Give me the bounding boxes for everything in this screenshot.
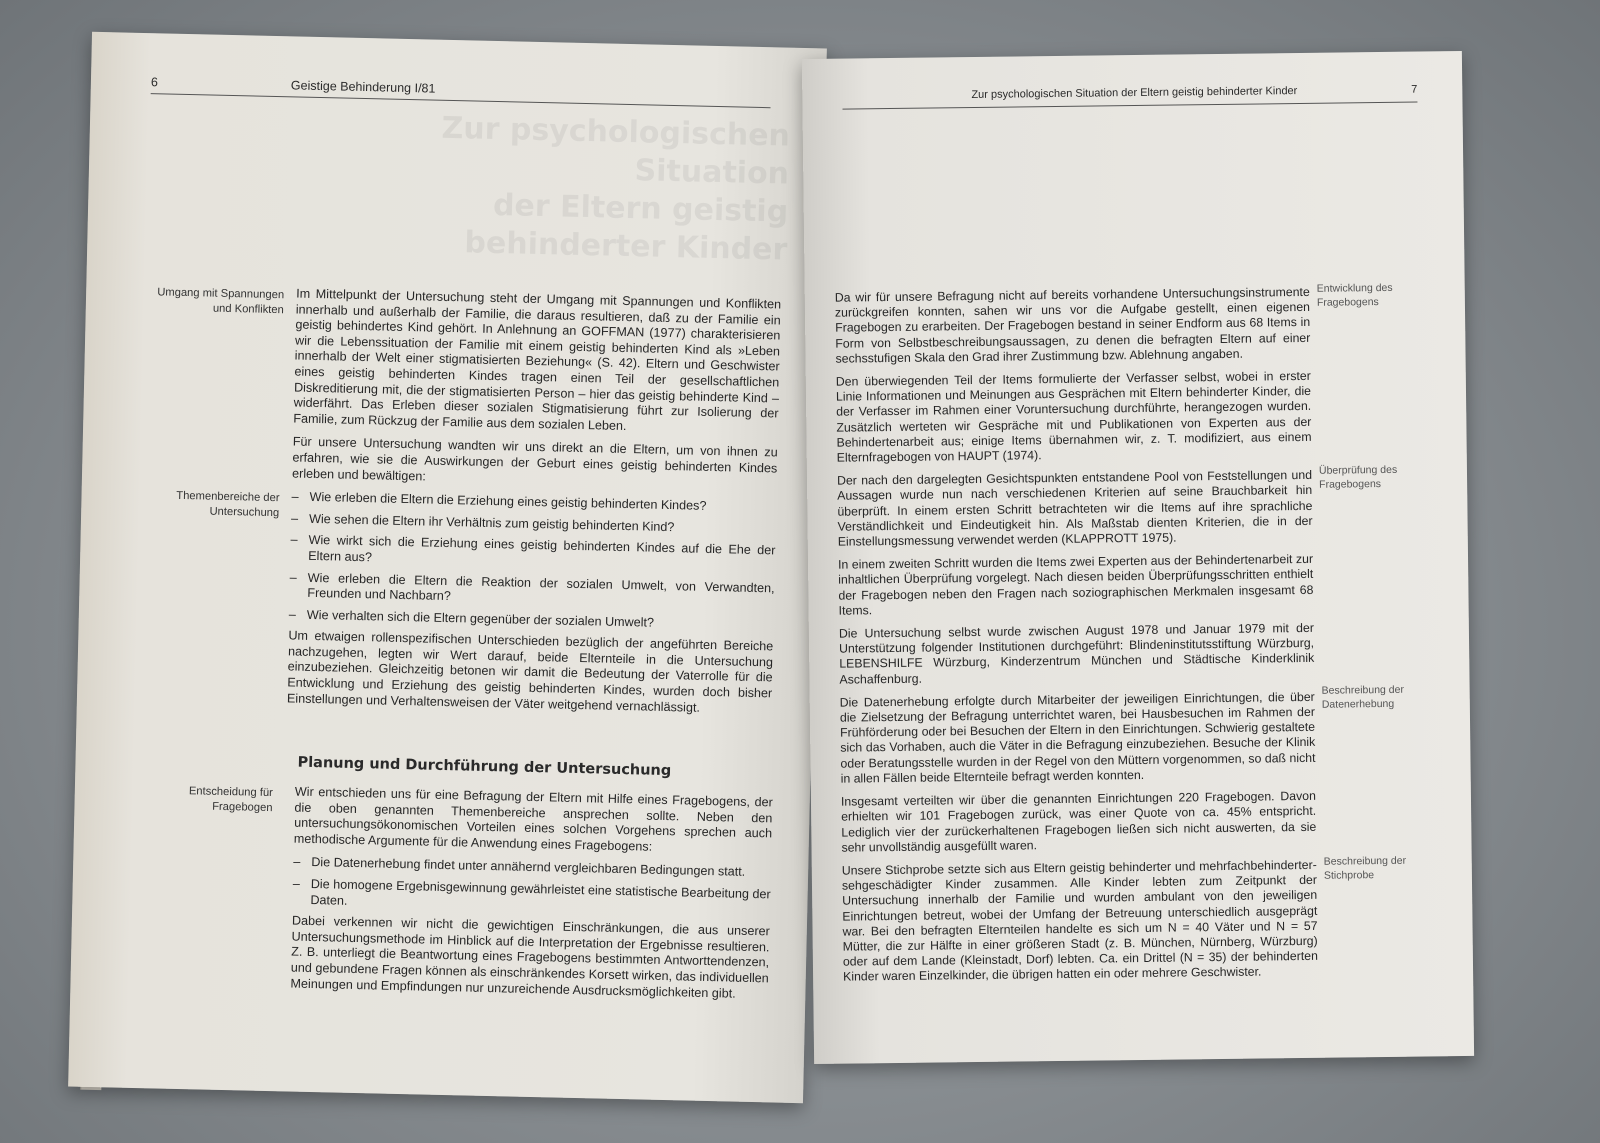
margin-note-ueberpruefung: Überprüfung des Fragebogens: [1318, 463, 1398, 491]
paragraph: Da wir für unsere Befragung nicht auf bereits vorhandene Untersuchungsinstrumente zurückgreifen konnten, sahen wir uns vor die Aufgabe gestellt, einen eigenen Fragebogen zu erarbeiten. Der Fragebogen bestand in seiner Endform aus 68 Items in Form von Selbstbeschreibungsaussagen, zu denen die befragten Eltern auf einer sechsstufigen Skala den Grad ihrer Zustimmung bzw. Ablehnung angaben.: [834, 284, 1311, 366]
margin-note-stichprobe: Beschreibung der Stichprobe: [1323, 854, 1407, 882]
right-page: [802, 51, 1474, 1064]
body-text: [835, 285, 1319, 993]
margin-note-umgang: Umgang mit Spannungen und Konflikten: [157, 286, 285, 316]
page-number: 7: [1411, 83, 1418, 96]
show-through-line: der Eltern geistig behinderter Kinder: [464, 187, 789, 268]
paragraph: Um etwaigen rollenspezifischen Unterschieden bezüglich der angeführten Bereiche nachzugehen, legten wir Wert darauf, beide Elternteile in die Untersuchung einzubeziehen. Gleichzeitig betonen wir damit die Bedeutung der Vaterrolle für die Entwicklung und Erziehung des geistig behinderten Kindes, wurden doch bisher Einstellungen und Verhaltensweisen der Väter weitgehend vernachlässigt.: [286, 628, 774, 715]
question-item: – Wie wirkt sich die Erziehung eines geistig behinderten Kindes auf die Ehe der Eltern aus?: [290, 533, 776, 575]
left-page-header: [151, 73, 771, 108]
margin-note-entscheidung: Entscheidung für Fragebogen: [188, 785, 273, 814]
section-heading: Planung und Durchführung der Untersuchung: [297, 754, 672, 780]
show-through-line: Zur psychologischen Situation: [441, 110, 791, 192]
show-through-title: [307, 107, 790, 270]
margin-note-entwicklung: Entwicklung des Fragebogens: [1316, 281, 1393, 309]
paragraph: Den überwiegenden Teil der Items formulierte der Verfasser selbst, wobei in erster Linie Informationen und Meinungen aus Gesprächen mit Eltern behinderter Kinder, die der Verfasser im Rahmen einer Voruntersuchung durchführte, herangezogen wurden. Zusätzlich werteten wir Gespräche mit und Publikationen von Experten aus der Behindertenarbeit aus; einige Items übernahmen wir, z. T. modifiziert, aus einem Elternfragebogen von HAUPT (1974).: [835, 368, 1312, 465]
question-item: – Wie erleben die Eltern die Reaktion der sozialen Umwelt, von Verwandten, Freunden und Nachbarn?: [289, 570, 775, 612]
running-title: Geistige Behinderung I/81: [290, 78, 436, 96]
margin-note-datenerhebung: Beschreibung der Datenerhebung: [1321, 683, 1405, 711]
running-title: Zur psychologischen Situation der Eltern geistig behinderter Kinder: [971, 85, 1298, 102]
paragraph: Im Mittelpunkt der Untersuchung steht der Umgang mit Spannungen und Konflikten innerhalb und außerhalb der Familie, die daraus resultieren, daß zu der Familie ein geistig behindertes Kind gehört. In Anlehnung an GOFFMAN (1977) charakterisieren wir die Lebenssituation der Familie mit einem geistig behinderten Kind als »Leben innerhalb der Welt einer stigmatisierten Beziehung« (S. 42). Eltern und Geschwister eines geistig behinderten Kindes tragen einen Teil der gesellschaftlichen Diskreditierung mit, die der stigmatisierten Person – hier das geistig behinderte Kind – widerfährt. Das Erleben dieser sozialen Stigmatisierung führt zur Isolierung der Familie, zum Rückzug der Familie aus dem sozialen Leben.: [293, 286, 782, 433]
bullet-item: – Die homogene Ergebnisgewinnung gewährleistet eine statistische Bearbeitung der Daten.: [292, 877, 771, 919]
body-block-1: [287, 286, 782, 725]
bullet-item: – Die Datenerhebung findet unter annähernd vergleichbaren Bedingungen statt.: [293, 855, 771, 881]
question-item: – Wie verhalten sich die Eltern gegenüber der sozialen Umwelt?: [289, 607, 774, 634]
question-item: – Wie sehen die Eltern ihr Verhältnis zum geistig behinderten Kind?: [291, 511, 776, 538]
question-item: – Wie erleben die Eltern die Erziehung eines geistig behinderten Kindes?: [291, 490, 776, 517]
paragraph: Unsere Stichprobe setzte sich aus Eltern geistig behinderter und mehrfachbehinderter-sehgeschädigter Kinder zusammen. Alle Kinder lebten zum Zeitpunkt der Untersuchung innerhalb der Familie und wurden ambulant von den jeweiligen Einrichtungen betreut, wobei der Umfang der Betreuung unterschiedlich ausgeprägt war. Bei den befragten Elternteilen handelte es sich um N = 40 Väter und N = 57 Mütter, die zur Hälfte in einer größeren Stadt (z. B. München, Nürnberg, Würzburg) oder auf dem Lande (Kleinstadt, Dorf) lebten. Ca. ein Drittel (N = 35) der behinderten Kinder waren Einzelkinder, die übrigen hatten ein oder mehrere Geschwister.: [841, 857, 1318, 984]
paragraph: Dabei verkennen wir nicht die gewichtigen Einschränkungen, die aus unserer Untersuchungsmethode im Hinblick auf die Interpretation der Ergebnisse resultieren. Z. B. unterliegt die Beantwortung eines Fragebogens bestimmten Antworttendenzen, und gebundene Fragen können als einschränkendes Korsett wirken, das individuellen Meinungen und Empfindungen nur unzureichende Ausdrucksmöglichkeiten gibt.: [290, 913, 770, 1001]
right-page-header: [842, 82, 1417, 110]
paragraph: Für unsere Untersuchung wandten wir uns direkt an die Eltern, um von ihnen zu erfahren, wie sie die Auswirkungen der Geburt eines geistig behinderten Kindes erleben und bewältigen:: [291, 434, 778, 484]
paragraph: In einem zweiten Schritt wurden die Items zwei Experten aus der Behindertenarbeit zur inhaltlichen Überprüfung vorgelegt. Nach diesen beiden Überprüfungsschritten enthielt der Fragebogen neben den Fragen nach soziographischen Merkmalen insgesamt 68 Items.: [837, 552, 1314, 618]
margin-note-themen: Themenbereiche der Untersuchung: [176, 489, 280, 519]
page-number: 6: [150, 75, 159, 90]
body-block-2: [290, 785, 773, 1011]
left-page: [68, 32, 827, 1103]
paragraph: Der nach den dargelegten Gesichtspunkten entstandene Pool von Feststellungen und Aussagen wurde nun nach verschiedenen Kriterien auf seine Brauchbarkeit hin überprüft. In einem ersten Schritt betrachteten wir die Items auf ihre sprachliche Verständlichkeit und Eindeutigkeit hin. Als Maßstab dienten Kriterien, die in der Einstellungsmessung verwendet werden (KLAPPROTT 1975).: [836, 468, 1313, 549]
paragraph: Wir entschieden uns für eine Befragung der Eltern mit Hilfe eines Fragebogens, der die oben genannten Themenbereiche ansprechen sollte. Neben den untersuchungsökonomischen Vorteilen eines solchen Vorgehens sprechen auch methodische Argumente für die Anwendung eines Fragebogens:: [293, 784, 773, 854]
paragraph: Die Untersuchung selbst wurde zwischen August 1978 und Januar 1979 mit der Unterstützung folgender Institutionen durchgeführt: Blindeninstitutsstiftung Würzburg, LEBENSHILFE Würzburg, Kinderzentrum München und Städtische Kinderklinik Aschaffenburg.: [838, 620, 1315, 687]
paragraph: Die Datenerhebung erfolgte durch Mitarbeiter der jeweiligen Einrichtungen, die über die Zielsetzung der Befragung unterrichtet waren, bei Hausbesuchen im Rahmen der Frühförderung oder bei Besuchen der Eltern in den Einrichtungen. Schwierig gestaltete sich das Vorhaben, auch die Väter in die Befragung einzubeziehen. Besuche der Klinik oder Beratungsstelle wurden in der Regel von den Müttern vorgenommen, so daß nicht in allen Fällen beide Elternteile befragt werden konnten.: [839, 689, 1316, 786]
paragraph: Insgesamt verteilten wir über die genannten Einrichtungen 220 Fragebogen. Davon erhielten wir 101 Fragebogen zurück, was einer Quote von ca. 45% entspricht. Lediglich vier der zurückerhaltenen Fragebogen ließen sich nicht auswerten, da sie sehr unvollständig ausgefüllt waren.: [840, 788, 1317, 855]
